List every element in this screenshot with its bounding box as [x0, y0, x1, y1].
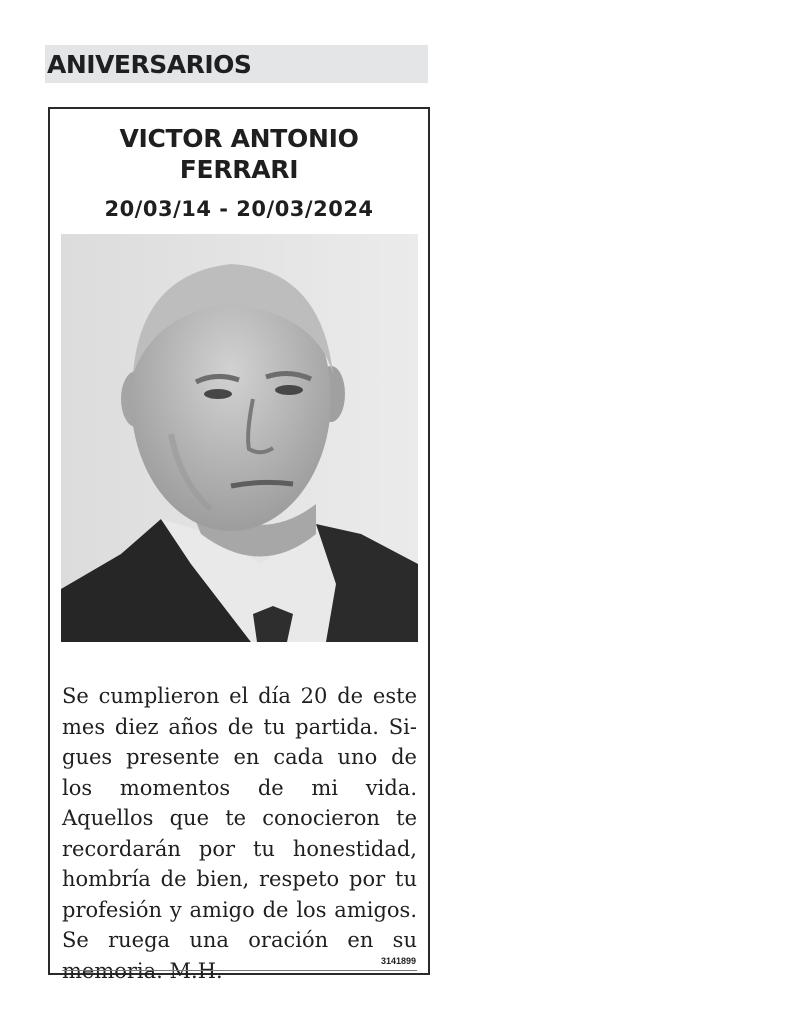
- name-line-1: VICTOR ANTONIO: [119, 124, 359, 153]
- memorial-message: Se cumplieron el día 20 de este mes diez años de tu partida. Sigues presente en cada uno de los momentos de mi vida. Aquellos que te conocieron te recordarán por tu honestidad, hombría de bien, respeto por tu profesión y amigo de los amigos. Se ruega una oración en su memoria. M.H.: [62, 684, 417, 983]
- portrait-photo: [61, 234, 418, 642]
- bottom-divider: [62, 970, 417, 971]
- date-range: 20/03/14 - 20/03/2024: [104, 197, 374, 221]
- name-line-2: FERRARI: [179, 155, 299, 184]
- section-title: ANIVERSARIOS: [47, 50, 252, 79]
- reference-number: 3141899: [380, 956, 416, 966]
- obituary-notice: [48, 107, 430, 983]
- portrait-illustration: [61, 234, 418, 642]
- section-header: [45, 45, 428, 83]
- deceased-name: [50, 123, 428, 185]
